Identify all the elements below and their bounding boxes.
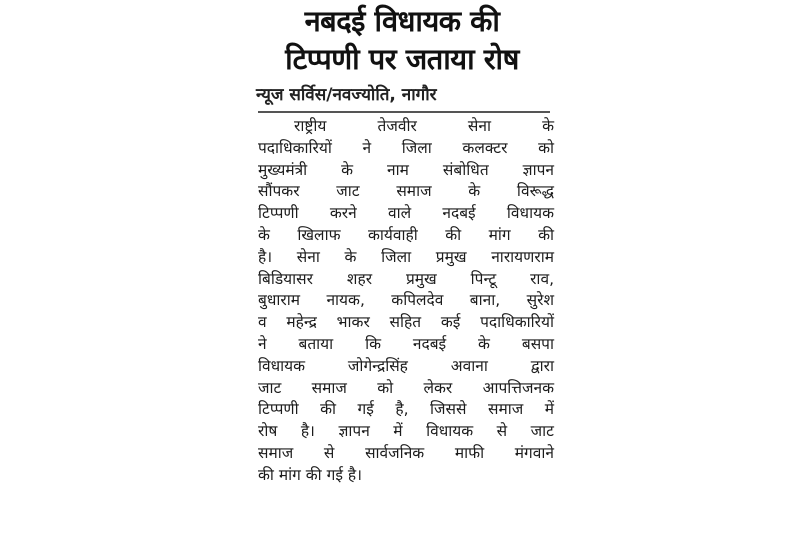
body-line: है। सेना के जिला प्रमुख नारायणराम xyxy=(258,247,554,266)
body-line: राष्ट्रीय तेजवीर सेना के xyxy=(294,117,554,135)
body-line: मुख्यमंत्री के नाम संबोधित ज्ञापन xyxy=(258,160,554,179)
headline xyxy=(252,2,552,78)
body-line: बुधाराम नायक, कपिलदेव बाना, सुरेश xyxy=(258,291,554,310)
article-body xyxy=(258,116,554,487)
byline: न्यूज सर्विस/नवज्योति, नागौर xyxy=(256,85,437,105)
body-line: विधायक जोगेन्द्रसिंह अवाना द्वारा xyxy=(258,356,554,375)
body-line: सौंपकर जाट समाज के विरूद्ध xyxy=(258,182,554,201)
body-line: बिडियासर शहर प्रमुख पिन्टू राव, xyxy=(258,269,554,288)
body-line: टिप्पणी की गई है, जिससे समाज में xyxy=(258,400,554,419)
body-line: पदाधिकारियों ने जिला कलक्टर को xyxy=(258,138,554,157)
headline-line: नबदई विधायक की xyxy=(304,4,500,38)
body-line: जाट समाज को लेकर आपत्तिजनक xyxy=(258,378,554,397)
body-line: समाज से सार्वजनिक माफी मंगवाने xyxy=(258,443,554,462)
body-line: टिप्पणी करने वाले नदबई विधायक xyxy=(258,204,554,223)
body-line: व महेन्द्र भाकर सहित कई पदाधिकारियों xyxy=(258,313,554,332)
clipping-bottom-edge xyxy=(0,546,800,550)
headline-line: टिप्पणी पर जताया रोष xyxy=(285,42,519,76)
byline-divider xyxy=(258,111,550,113)
body-line: के खिलाफ कार्यवाही की मांग की xyxy=(258,225,554,244)
body-line: रोष है। ज्ञापन में विधायक से जाट xyxy=(258,422,554,441)
body-line: की मांग की गई है। xyxy=(258,465,362,484)
body-line: ने बताया कि नदबई के बसपा xyxy=(258,334,554,353)
